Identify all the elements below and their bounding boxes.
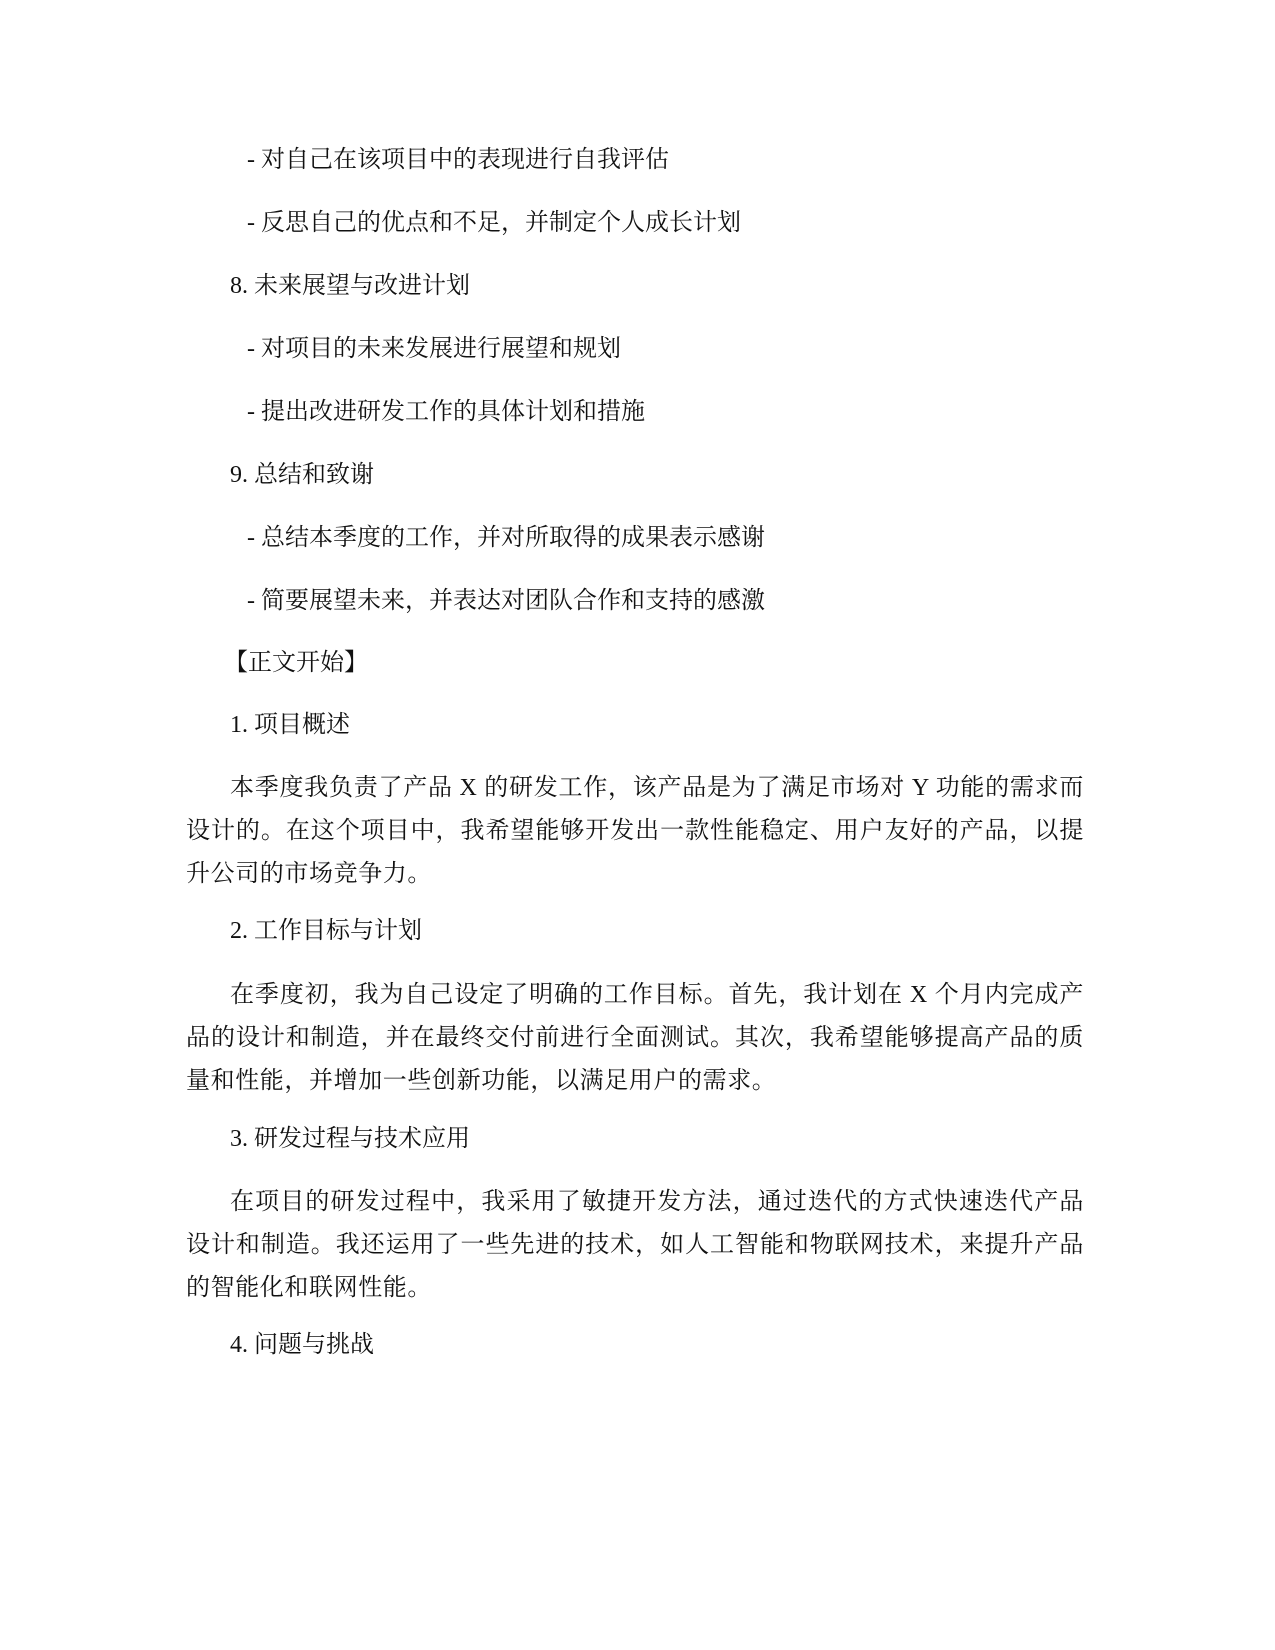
section-2-paragraph: 在季度初，我为自己设定了明确的工作目标。首先，我计划在 X 个月内完成产品的设计和制造，并在最终交付前进行全面测试。其次，我希望能够提高产品的质量和性能，并增加一些创新功能，以满足用户的需求。: [186, 982, 1084, 1094]
outline-item8-point-1: - 对项目的未来发展进行展望和规划: [247, 336, 621, 362]
section-3-paragraph: 在项目的研发过程中，我采用了敏捷开发方法，通过迭代的方式快速迭代产品设计和制造。我还运用了一些先进的技术，如人工智能和物联网技术，来提升产品的智能化和联网性能。: [186, 1189, 1084, 1301]
section-1-title: 1. 项目概述: [230, 712, 350, 738]
section-2-title: 2. 工作目标与计划: [230, 918, 422, 944]
outline-item7-point-1: - 对自己在该项目中的表现进行自我评估: [247, 147, 669, 173]
outline-item9-point-1: - 总结本季度的工作，并对所取得的成果表示感谢: [247, 525, 765, 551]
outline-item8-title: 8. 未来展望与改进计划: [230, 273, 470, 299]
section-1-paragraph: 本季度我负责了产品 X 的研发工作，该产品是为了满足市场对 Y 功能的需求而设计的。在这个项目中，我希望能够开发出一款性能稳定、用户友好的产品，以提升公司的市场竞争力。: [186, 775, 1084, 887]
section-3-title: 3. 研发过程与技术应用: [230, 1126, 470, 1152]
outline-item9-point-2: - 简要展望未来，并表达对团队合作和支持的感激: [247, 588, 765, 614]
outline-item9-title: 9. 总结和致谢: [230, 462, 374, 488]
section-4-title: 4. 问题与挑战: [230, 1332, 374, 1358]
outline-item8-point-2: - 提出改进研发工作的具体计划和措施: [247, 399, 645, 425]
outline-item7-point-2: - 反思自己的优点和不足，并制定个人成长计划: [247, 210, 741, 236]
body-start-marker: 【正文开始】: [224, 650, 368, 676]
